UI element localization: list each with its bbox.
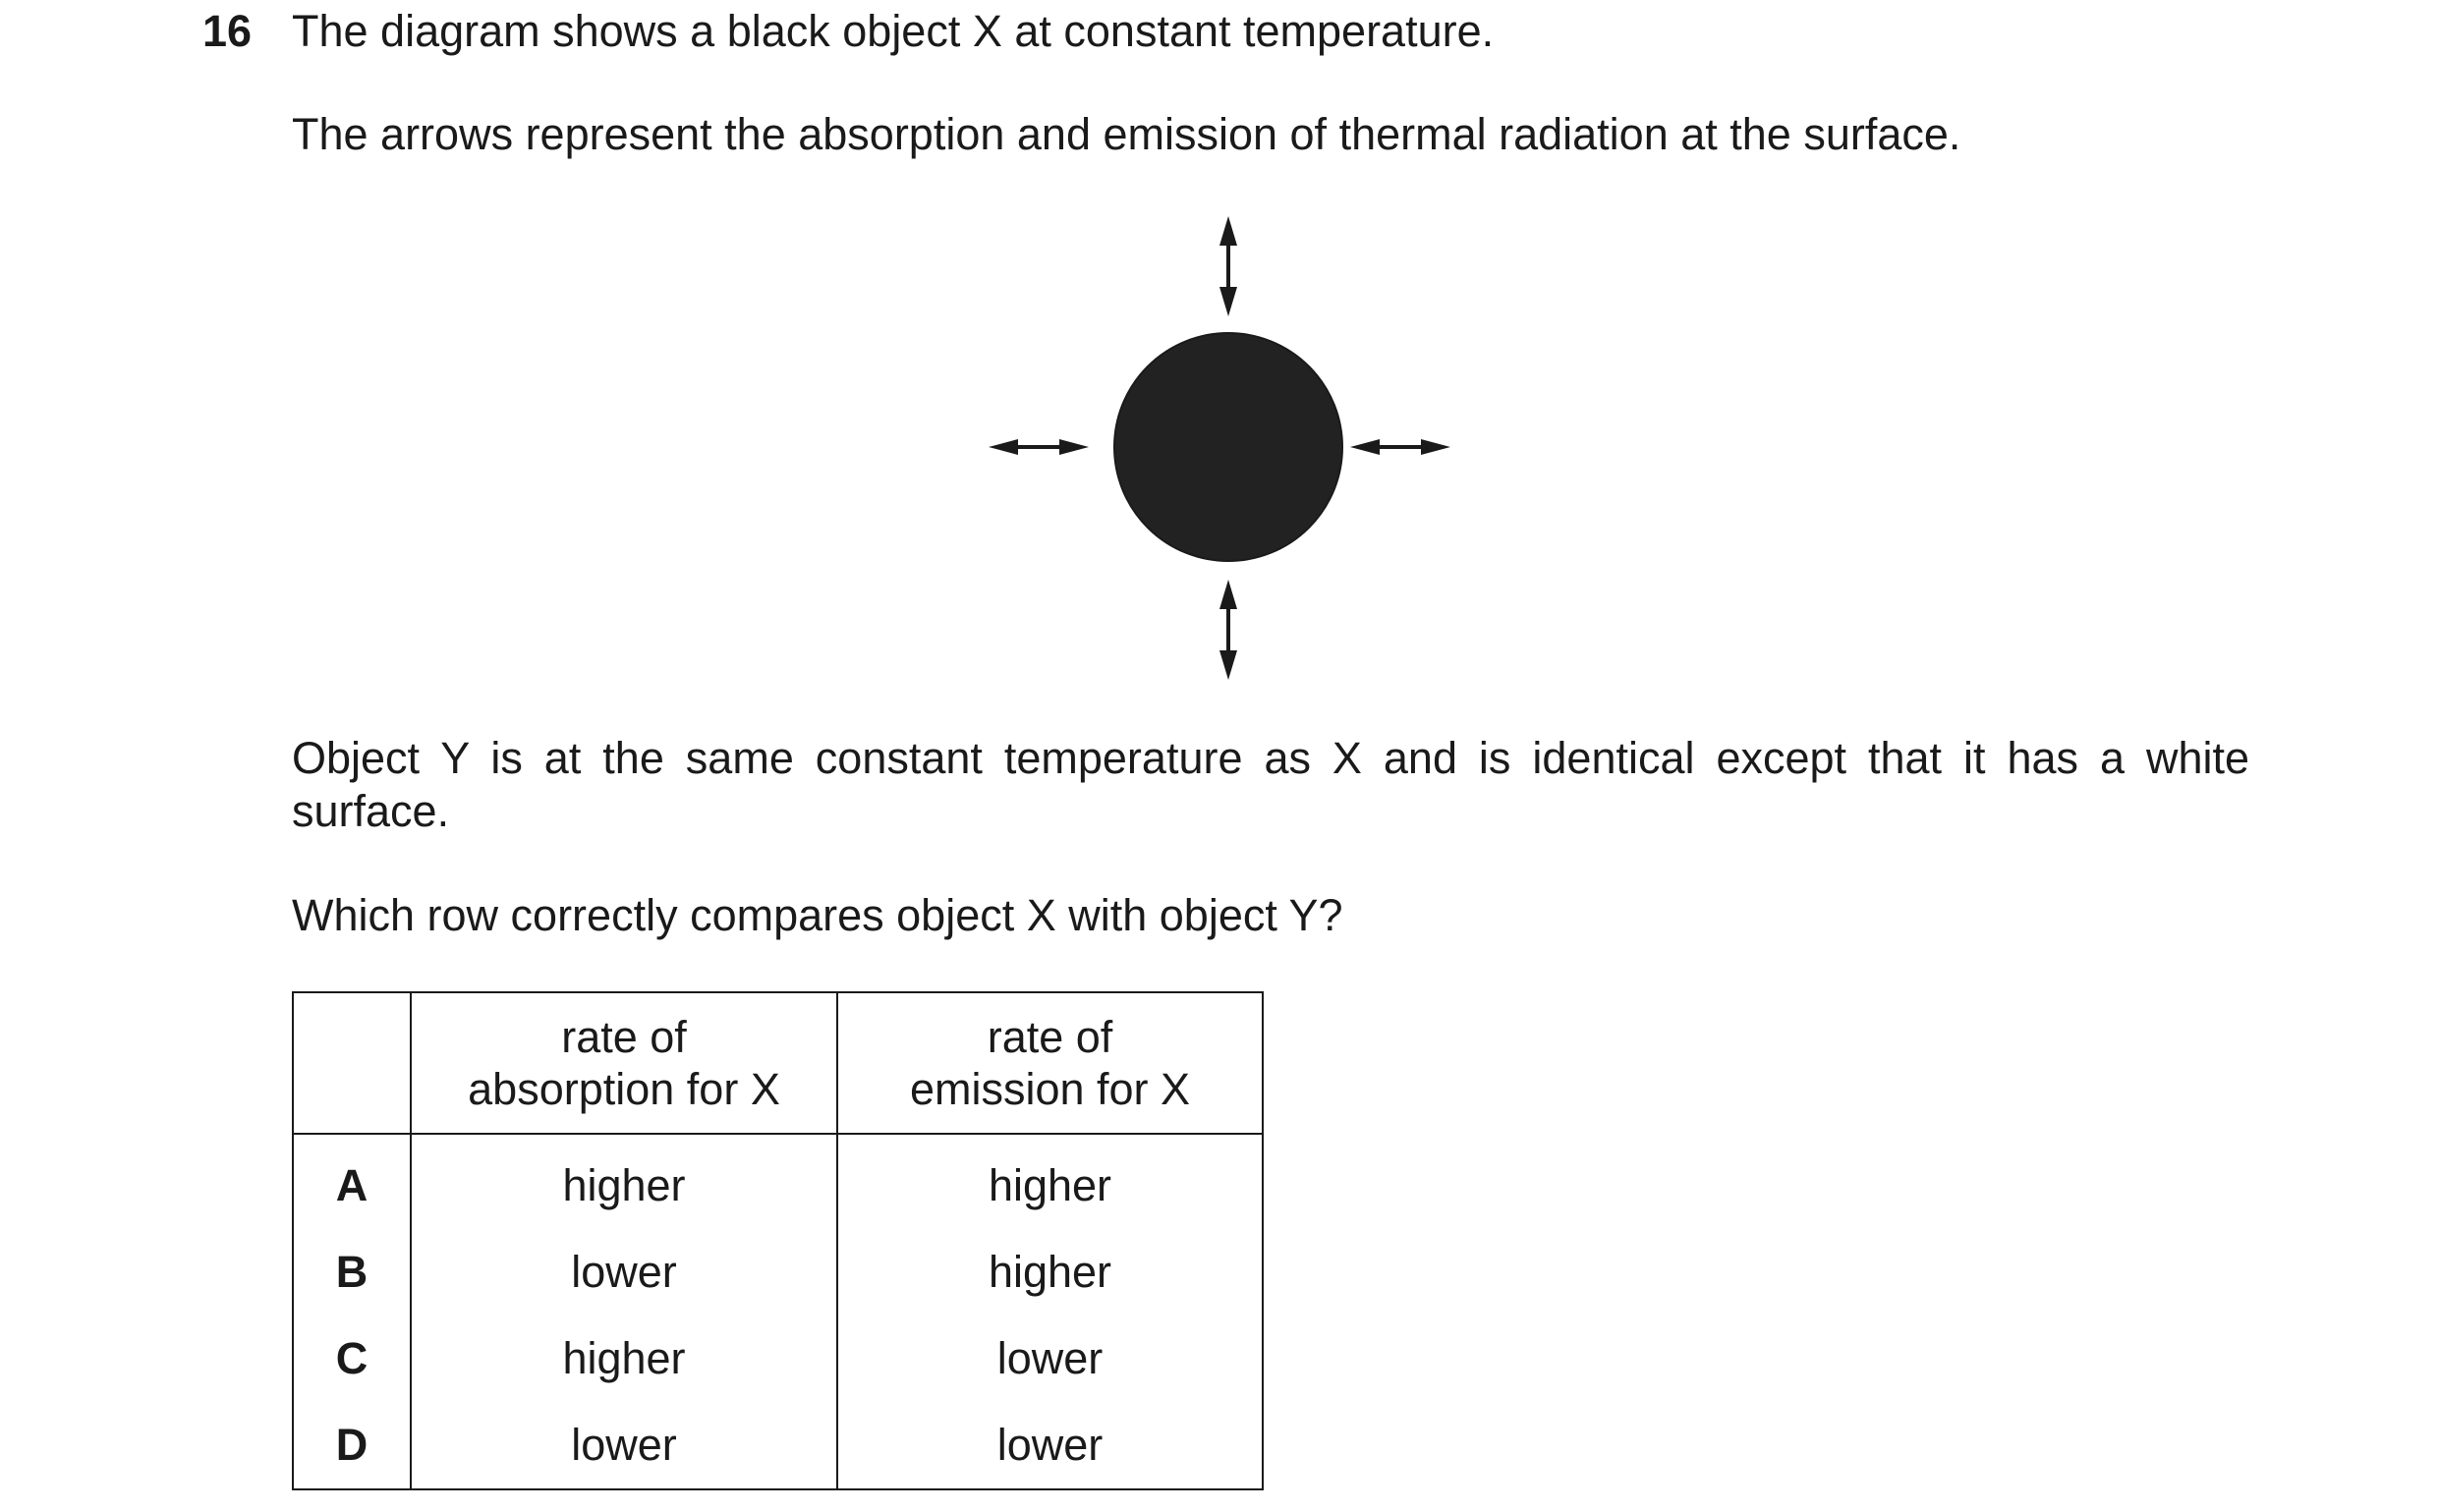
- table-row[interactable]: [293, 1229, 1263, 1316]
- answer-table: [292, 991, 1264, 1490]
- emission-value: lower: [837, 1316, 1263, 1402]
- table-row[interactable]: [293, 1402, 1263, 1489]
- emission-value: higher: [837, 1134, 1263, 1229]
- option-letter: C: [293, 1316, 411, 1402]
- absorption-value: higher: [411, 1316, 837, 1402]
- absorption-value: higher: [411, 1134, 837, 1229]
- question-line-1: The diagram shows a black object X at constant temperature.: [292, 6, 1495, 56]
- header-emission-line2: emission for X: [909, 1064, 1191, 1114]
- emission-value: lower: [837, 1402, 1263, 1489]
- radiation-diagram: [973, 196, 1484, 707]
- question-line-2: The arrows represent the absorption and emission of thermal radiation at the surface.: [292, 109, 1961, 159]
- question-prompt: Which row correctly compares object X with object Y?: [292, 890, 1343, 940]
- header-emission: [837, 992, 1263, 1134]
- emission-value: higher: [837, 1229, 1263, 1316]
- question-number: 16: [202, 6, 253, 56]
- header-absorption-line1: rate of: [561, 1012, 687, 1062]
- option-letter: A: [293, 1134, 411, 1229]
- right-arrow: [1350, 439, 1450, 455]
- header-absorption-line2: absorption for X: [468, 1064, 780, 1114]
- header-emission-line1: rate of: [987, 1012, 1113, 1062]
- absorption-value: lower: [411, 1402, 837, 1489]
- top-arrow: [1219, 216, 1237, 316]
- left-arrow: [989, 439, 1089, 455]
- table-row[interactable]: [293, 1134, 1263, 1229]
- bottom-arrow: [1219, 580, 1237, 680]
- header-absorption: [411, 992, 837, 1134]
- question-paragraph: Object Y is at the same constant temperature as X and is identical except that it has a white surface.: [292, 733, 2249, 836]
- black-object-x: [1114, 333, 1342, 561]
- option-letter: D: [293, 1402, 411, 1489]
- absorption-value: lower: [411, 1229, 837, 1316]
- header-empty-cell: [293, 992, 411, 1134]
- table-row[interactable]: [293, 1316, 1263, 1402]
- option-letter: B: [293, 1229, 411, 1316]
- table-header-row: [293, 992, 1263, 1134]
